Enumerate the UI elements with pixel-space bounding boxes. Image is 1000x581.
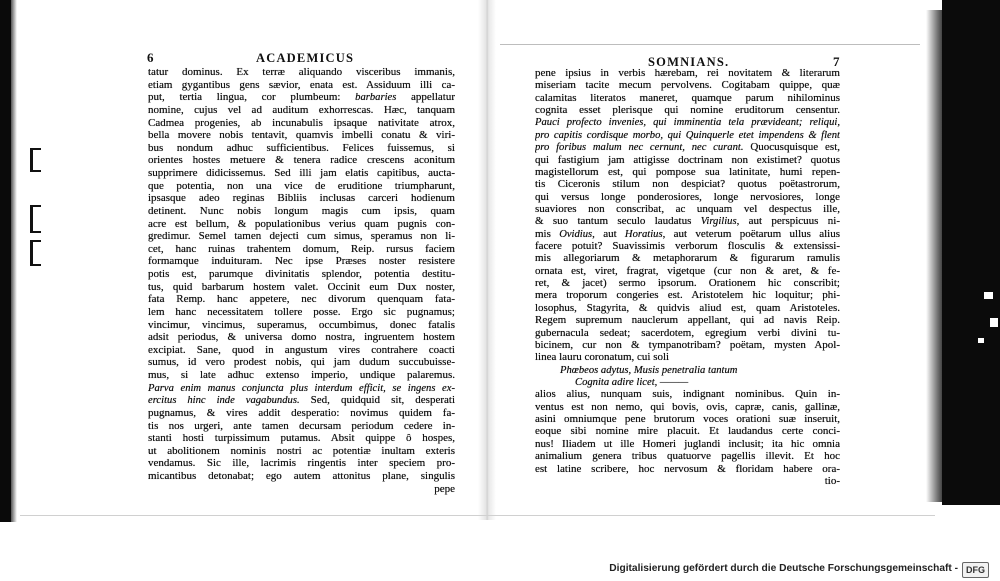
italic-text: Ovidius [559,228,593,240]
left-page-text [148,66,455,495]
italic-text: Horatius [624,228,663,240]
text-line [535,141,840,153]
text-line [535,376,840,388]
text-line: detinent. Nunc nobis longum magis cum ipsis, quam [148,204,455,217]
text-line: tis Ciceronis stilum non despiciat? quotus poëtastrorum, [535,178,840,191]
text-line [535,129,840,141]
text-line: eoque sibi nomine mire placuit. Et laudandus certe conci- [535,425,840,438]
text-line: orientes hostes metuere & tenera radice crescens aconitum [148,154,455,167]
text-line: bus nondum adhuc sufficientibus. Felices fuissemus, si [148,141,455,154]
scan-right-edge [942,0,1000,505]
text-line: acre est bellum, & populationibus verius quam pugnis con- [148,217,455,230]
text-line: est latine scribere, hoc nervosum & floridam habere ora- [535,462,840,475]
text-line: ventus est non nemo, qui bovis, ovis, capræ, canis, gallinæ, [535,400,840,413]
text-line: facere potuit? Suavissimis verborum flosculis & extensissi- [535,240,840,253]
text-line: adsit periodus, & universa domo nostra, ingruentem hostem [148,331,455,344]
left-running-head: ACADEMICUS [256,51,355,65]
scan-left-shadow [11,0,17,522]
text-line: qui versus longe ponderosiores, longe nervosiores, longe [535,190,840,203]
text-line: losophus, Stagyrita, & quidvis aliud est, quam Aristoteles. [535,301,840,314]
italic-text: Cognita adire licet, ——— [575,376,689,388]
text-line: mus, si late adhuc extenso imperio, undique palaremus. [148,369,455,381]
italic-text: pro foribus malum nec cernunt, nec curant. [535,142,744,154]
text-line: fata Remp. hanc appetere, nec divorum quenquam fata- [148,293,455,306]
italic-text: Virgilius [700,216,737,228]
scan-mark [30,148,41,172]
text-line: formamque induituram. Nec ipse Præses noster resistere [148,255,455,268]
text-line: bicinem, cur non & tympanotribam? poëtam, mysten Apol- [535,338,840,351]
page-top-edge [500,44,920,45]
text-line: nomine, cujus vel ad auditum exhorrescas. Hæc, tanquam [148,103,455,116]
dfg-logo: DFG [962,562,989,578]
text-line: Regem supremum nauclerum appellant, qui ad navis Reip. [535,314,840,327]
scan-right-shadow [926,10,942,502]
text-line [535,215,840,227]
text-line: ornata est, viret, fragrat, vigetque (cur non & aret, & fe- [535,264,840,277]
text-line: qui fastigium jam attigisse doctrinam non existimet? quotus [535,153,840,166]
text-line: lem hanc necessitatem tollere posse. Ergo sic pugnamus; [148,305,455,318]
text-line: nus! Iliadem ut ille Homeri juglandi inclusit; ita hic omnia [535,437,840,450]
text-line: cet, hanc ruinas trahentem domum, Reip. rursus faciem [148,242,455,255]
roman-text: , aut perspicuus ni- [736,215,840,228]
italic-text: Pauci profecto invenies, qui imminentia tela prævideant; reliqui, [535,117,840,129]
text-line: miseriam tacite mecum pervolvens. Cogitabam quippe, quæ [535,79,840,92]
text-line: linea lauru coronatum, cui soli [535,351,670,364]
scan-noise [990,318,998,327]
text-line: etiam gygantibus gens sævior, enata est. Assiduum illi ca- [148,78,455,91]
scan-mark [30,240,41,266]
scan-mark [30,205,41,233]
text-line: mera troporum congeries est. Aristotelem hic loquitur; phi- [535,289,840,302]
text-line: alios alius, nunquam suis, indignant nominibus. Quin in- [535,388,840,401]
scan-noise [984,292,993,299]
text-line: micantibus detonabat; ego autem attonitus plane, singulis [148,470,455,482]
roman-text: Quocusquisque est, [743,141,840,154]
roman-text: & suo tantum seculo laudatus [535,215,701,228]
catchword: pepe [434,482,455,495]
text-line: animalium genera tribus quatuorve pagellis illevit. Et hoc [535,450,840,463]
italic-text: Parva enim manus conjuncta plus interdum efficit, se ingens ex- [148,382,455,394]
scan-noise [978,338,984,343]
text-line: potis est, parumque divinitatis splendor, potentia destitu- [148,268,455,280]
text-line: bella movere nobis tentavit, quamvis imbelli conatu & viri- [148,129,455,142]
italic-text: ercitus hinc inde vagabundus. [148,395,300,407]
text-line: ipsasque adeo reginas Bibliis inclusas carceri hodienum [148,192,455,205]
italic-text: pro capitis cordisque morbo, qui Quinquerle etet impendens & flent [535,129,840,141]
italic-text: Phœbeos adytus, Musis penetralia tantum [560,364,738,376]
text-line [535,364,840,376]
text-line: excipiat. Sane, quod in angustum vires contrahere coacti [148,343,455,356]
text-line: que potentia, non una vice de eruditione triumpharunt, [148,179,455,192]
scan-left-edge [0,0,11,522]
text-line: mis allegoriarum & metaphorarum & figurarum ramulis [535,252,840,265]
text-line: pene ipsius in verbis hærebam, rei novitatem & literarum [535,67,840,79]
text-line: suaviores non conscribat, ac unquam vel despectus ille, [535,202,840,215]
digitization-credit: Digitalisierung gefördert durch die Deutsche Forschungsgemeinschaft - [609,563,958,574]
text-line: calamitas literatos maneret, quamque parum nihilominus [535,91,840,104]
text-line [148,382,455,395]
text-line: tis nos urgeri, ante tamen decursam periodum cedere in- [148,419,455,432]
text-line [535,116,840,128]
text-line: magistellorum est, qui pompose sua latinitate, humi repen- [535,165,840,178]
text-line: ret, & jacet) sermo ipsorum. Orationem hic conscribit; [535,277,840,290]
roman-text: appellatur [396,91,455,104]
page-bottom-edge [20,515,935,516]
roman-text: mis [535,227,560,240]
text-line: supprimere didicissemus. Sed illi jam elatis capitibus, aucta- [148,167,455,179]
text-line: pugnamus, & vires addit desperatio: novimus quidem fa- [148,406,455,419]
text-line: Cadmea progenies, ab incunabulis ipsaque nativitate atrox, [148,116,455,129]
text-line [148,394,455,407]
text-line: tatur dominus. Ex terræ aliquando visceribus immanis, [148,66,455,78]
right-running-head: SOMNIANS. [648,55,730,69]
text-line: cognita esset plerisque qui nomine eruditorum censentur. [535,104,840,117]
text-line: sumus, id vero prodest nobis, qui jam dudum succubuisse- [148,356,455,369]
roman-text: , aut veterum poëtarum ullus alius [662,227,840,240]
left-page-number: 6 [147,50,154,65]
roman-text: Sed, quidquid sit, desperati [299,394,455,407]
text-line: asini omniumque pene brutorum voces orationi suæ inseruit, [535,413,840,426]
italic-text: barbaries [355,92,397,104]
text-line: gredimur. Semel tamen dejecti cum simus, speramus non li- [148,230,455,243]
text-line: vendamus. Sic ille, lacrimis ringentis inter speciem pro- [148,457,455,470]
text-line: gubernacula sedeat; sacerdotem, egregium verbi divini tu- [535,326,840,339]
text-line: tus, quid barbarum hostem valet. Occinit eum Dux noster, [148,280,455,293]
text-line [148,91,455,104]
text-line: stanti hosti turpissimum putamus. Absit quippe ô hospes, [148,432,455,445]
right-page-number: 7 [833,54,840,69]
right-page-text [535,67,840,487]
text-line [535,228,840,240]
text-line: ut abolitionem nominis nostri ac potentiæ inultam exteris [148,444,455,457]
text-line: vincimur, vincimus, superamus, occumbimus, donec fatalis [148,318,455,331]
roman-text: , aut [592,227,625,240]
catchword: tio- [824,474,840,487]
roman-text: put, tertia lingua, cor plumbeum: [148,91,356,104]
book-gutter [478,0,496,520]
